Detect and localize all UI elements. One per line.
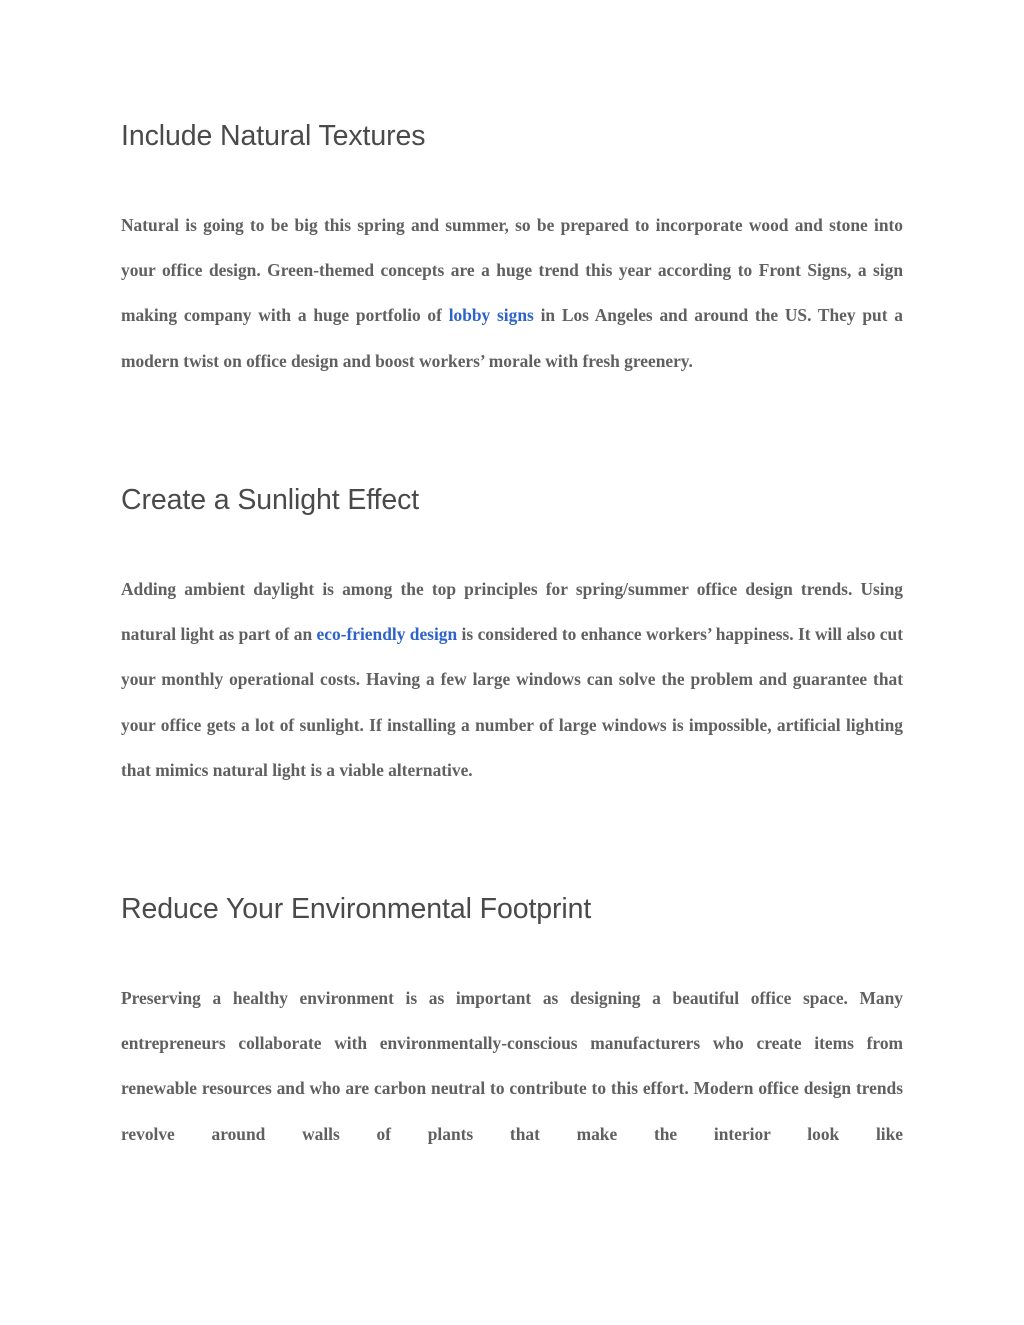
section-heading-sunlight-effect: Create a Sunlight Effect xyxy=(121,484,420,516)
paragraph-text: Natural is going to be big this spring and summer, so be prepared to incorporate wood and stone into your office design. Green-themed concepts are a huge trend this year according to Front Signs, a sign making company with a huge portfolio of xyxy=(121,215,903,326)
section-paragraph-environmental-footprint xyxy=(121,976,903,1157)
section-heading-natural-textures: Include Natural Textures xyxy=(121,120,426,152)
paragraph-text: is considered to enhance workers’ happiness. It will also cut your monthly operational costs. Having a few large windows can solve the problem and guarantee that your office gets a lot of sunlight. If installing a number of large windows is impossible, artificial lighting that mimics natural light is a viable alternative. xyxy=(121,624,903,780)
lobby-signs-link[interactable]: lobby signs xyxy=(448,305,534,326)
section-paragraph-natural-textures xyxy=(121,203,903,384)
section-paragraph-sunlight-effect xyxy=(121,567,903,793)
paragraph-text: Preserving a healthy environment is as important as designing a beautiful office space. Many entrepreneurs collaborate with environmentally-conscious manufacturers who create items from renewable resources and who are carbon neutral to contribute to this effort. Modern office design trends revolve around walls of plants that make the interior look like xyxy=(121,988,903,1144)
paragraph-text: Adding ambient daylight is among the top principles for spring/summer office design trends. Using natural light as part of an xyxy=(121,579,903,645)
paragraph-text: in Los Angeles and around the US. They put a modern twist on office design and boost workers’ morale with fresh greenery. xyxy=(121,305,903,371)
section-heading-environmental-footprint: Reduce Your Environmental Footprint xyxy=(121,893,592,925)
eco-friendly-design-link[interactable]: eco-friendly design xyxy=(316,624,458,645)
